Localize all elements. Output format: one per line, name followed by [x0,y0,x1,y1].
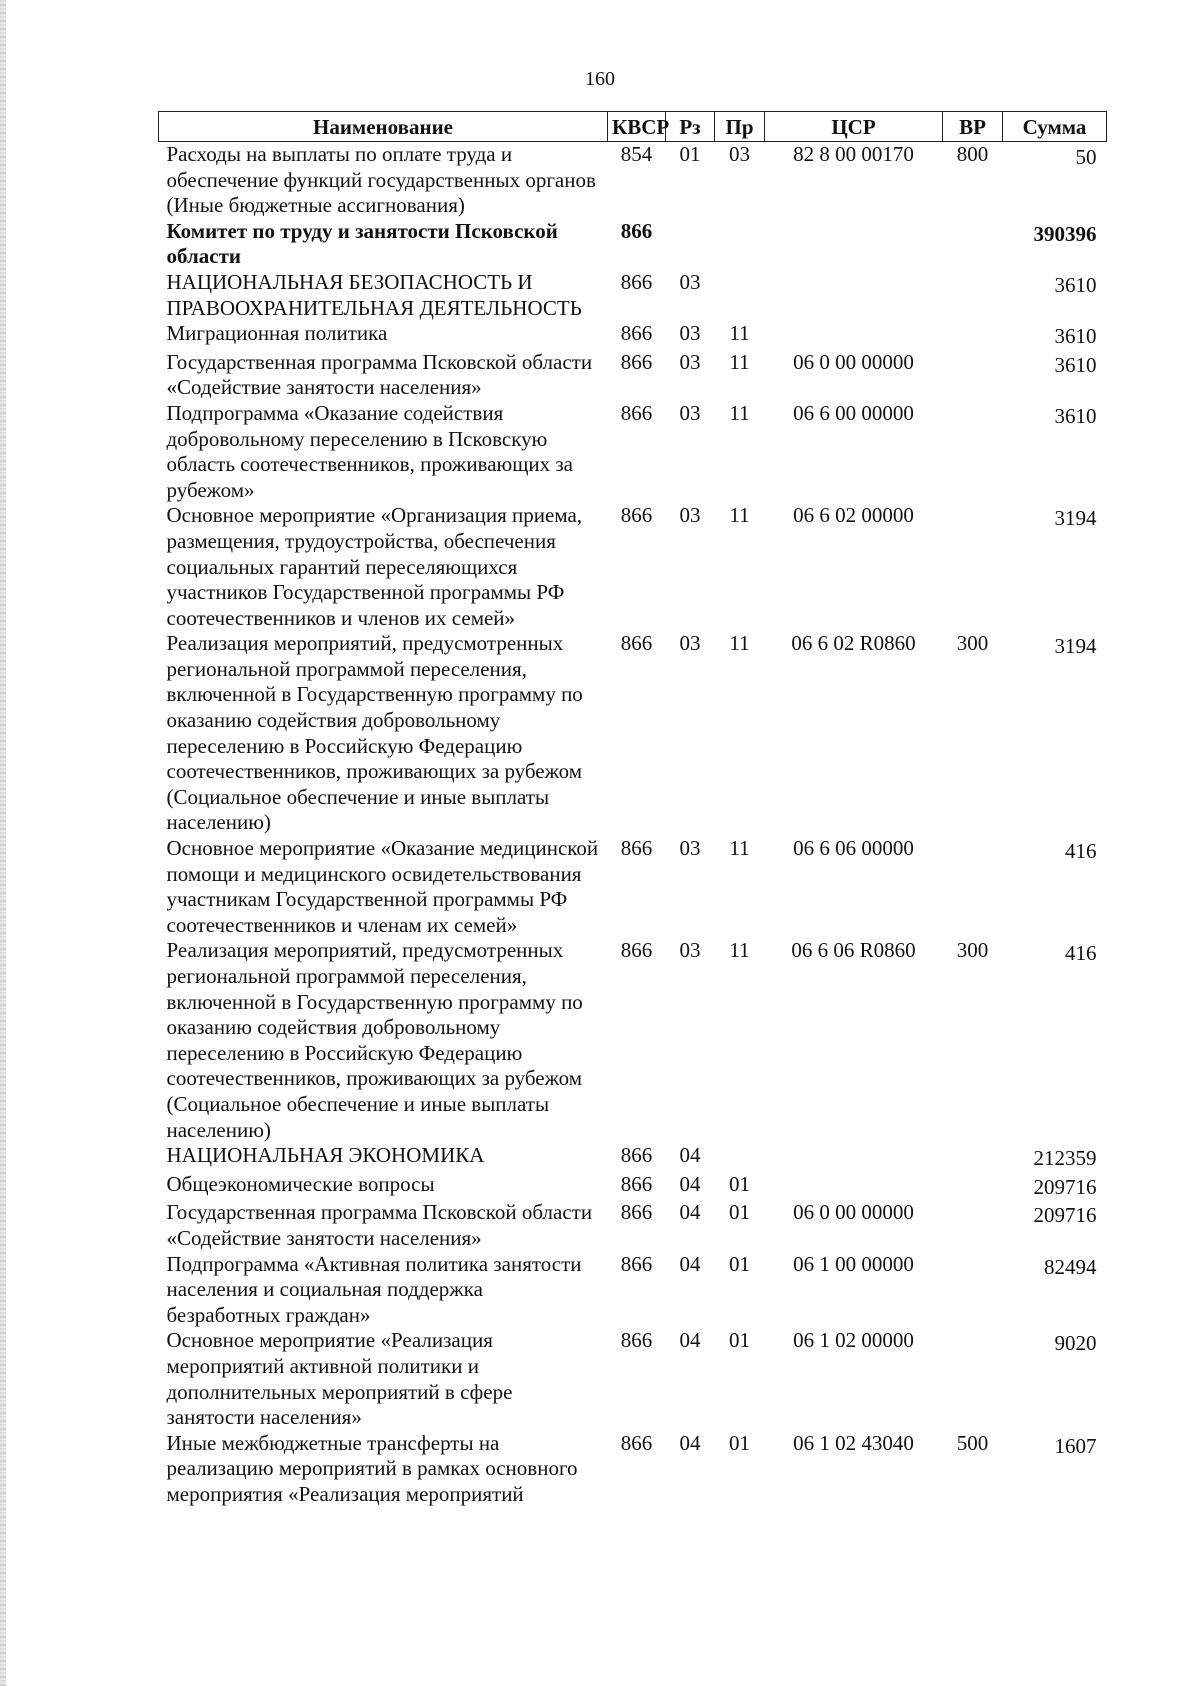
row-sum-cell [1003,219,1107,270]
row-csr-cell [765,321,943,350]
row-name-cell: Иные межбюджетные трансферты на реализацию мероприятий в рамках основного мероприятия «Реализация мероприятий [166,1430,578,1506]
row-name-cell: Реализация мероприятий, предусмотренных региональной программой переселения, включенной в Государственную программу по оказанию содействия добровольному переселению в Российскую Федерацию соотечественников, проживающих за рубежом (Социальное обеспечение и иные выплаты населению) [166,938,583,1142]
row-rz-cell: 03 [679,400,701,425]
table-row [159,1431,1107,1508]
row-sum-cell [1003,503,1107,631]
table-row [159,631,1107,836]
row-pr-cell [715,270,765,321]
row-csr-cell [765,219,943,270]
row-pr-cell: 11 [729,503,750,528]
row-name-cell: Расходы на выплаты по оплате труда и обеспечение функций государственных органов (Иные бюджетные ассигнования) [166,142,596,218]
row-pr-cell: 01 [729,1328,750,1353]
row-rz-cell: 04 [679,1251,701,1276]
row-name-cell: Основное мероприятие «Организация приема, размещения, трудоустройства, обеспечения социальных гарантий переселяющихся участников Государственной программы РФ соотечественников и членов их семей» [166,503,583,630]
row-sum-value: 416 [1065,839,1097,864]
row-kvsr-cell: 866 [620,836,653,861]
table-body [159,142,1107,1508]
row-pr-cell: 11 [729,400,750,425]
row-sum-value: 416 [1065,941,1097,966]
row-vr-cell: 800 [956,142,989,166]
header-sum: Сумма [1003,112,1107,142]
row-sum-cell [1003,270,1107,321]
row-kvsr-cell: 866 [620,321,653,346]
row-sum-value: 209716 [1033,1203,1097,1228]
header-vr: ВР [943,112,1003,142]
row-rz-cell: 04 [679,1200,701,1225]
row-pr-cell: 03 [729,142,750,166]
row-vr-cell [943,836,1003,938]
row-name-cell: Подпрограмма «Активная политика занятости населения и социальная поддержка безработных граждан» [166,1251,582,1327]
row-name-cell: Подпрограмма «Оказание содействия добровольному переселению в Псковскую область соотечественников, проживающих за рубежом» [166,400,573,502]
row-kvsr-cell: 866 [620,631,653,656]
row-sum-value: 1607 [1054,1433,1097,1458]
row-kvsr-cell: 854 [620,142,653,166]
row-pr-cell: 11 [729,321,750,346]
table-row [159,938,1107,1143]
row-name-cell: НАЦИОНАЛЬНАЯ ЭКОНОМИКА [166,1143,485,1168]
row-sum-cell [1003,142,1107,219]
row-sum-value: 3610 [1054,324,1097,349]
row-kvsr-cell: 866 [620,269,653,294]
table-row [159,219,1107,270]
header-pr: Пр [715,112,765,142]
row-sum-cell [1003,1328,1107,1430]
row-rz-cell: 03 [679,321,701,346]
row-rz-cell: 04 [679,1171,701,1196]
row-sum-value: 212359 [1033,1146,1097,1171]
row-rz-cell: 04 [679,1430,701,1455]
row-sum-value: 3610 [1054,352,1097,377]
row-vr-cell [943,1172,1003,1201]
row-csr-cell: 06 6 06 00000 [793,836,914,861]
row-rz-cell: 03 [679,269,701,294]
row-pr-cell: 01 [729,1171,750,1196]
row-kvsr-cell: 866 [620,1430,653,1455]
table-row [159,836,1107,938]
table-row [159,1143,1107,1172]
row-vr-cell [943,503,1003,631]
row-rz-cell: 03 [679,836,701,861]
table-row [159,503,1107,631]
row-sum-cell [1003,1200,1107,1251]
row-name-cell: Комитет по труду и занятости Псковской области [166,218,558,269]
row-sum-cell [1003,1143,1107,1172]
row-pr-cell: 11 [729,836,750,861]
row-vr-cell: 300 [956,938,989,963]
table-row [159,1200,1107,1251]
row-csr-cell: 06 0 00 00000 [793,1200,914,1225]
row-csr-cell: 06 1 02 43040 [793,1430,914,1455]
table-header-row [159,112,1107,142]
header-name: Наименование [159,112,608,142]
row-name-cell: Основное мероприятие «Реализация мероприятий активной политики и дополнительных мероприятий в сфере занятости населения» [166,1328,513,1430]
row-kvsr-cell: 866 [620,1200,653,1225]
table-row [159,350,1107,401]
row-sum-cell [1003,631,1107,836]
header-kvsr: КВСР [608,112,666,142]
table-row [159,1252,1107,1329]
row-sum-value: 50 [1075,145,1097,169]
row-name-cell: Миграционная политика [166,321,388,346]
row-csr-cell: 06 1 00 00000 [793,1251,914,1276]
row-rz-cell: 04 [679,1328,701,1353]
row-csr-cell [765,1143,943,1172]
row-csr-cell: 06 6 00 00000 [793,400,914,425]
row-vr-cell [943,401,1003,503]
row-csr-cell [765,270,943,321]
row-sum-cell [1003,401,1107,503]
page-number: 160 [585,68,615,90]
row-pr-cell: 11 [729,631,750,656]
header-rz: Рз [666,112,715,142]
row-vr-cell [943,1200,1003,1251]
budget-table-container [158,111,1106,1507]
row-kvsr-cell: 866 [620,1143,653,1168]
row-sum-cell [1003,836,1107,938]
row-pr-cell: 01 [729,1200,750,1225]
row-sum-cell [1003,1431,1107,1508]
row-sum-cell [1003,321,1107,350]
row-vr-cell [943,1252,1003,1329]
row-name-cell: Государственная программа Псковской области «Содействие занятости населения» [166,349,593,400]
row-kvsr-cell: 866 [620,349,653,374]
row-pr-cell: 01 [729,1430,750,1455]
row-vr-cell [943,270,1003,321]
row-sum-value: 3610 [1054,403,1097,428]
row-csr-cell [765,1172,943,1201]
row-sum-value: 390396 [1033,221,1097,246]
row-sum-value: 3610 [1054,272,1097,297]
row-pr-cell: 01 [729,1251,750,1276]
row-pr-cell [715,219,765,270]
row-kvsr-cell: 866 [620,400,653,425]
row-csr-cell: 06 1 02 00000 [793,1328,914,1353]
row-name-cell: Государственная программа Псковской области «Содействие занятости населения» [166,1200,593,1250]
row-rz-cell [666,219,715,270]
row-pr-cell: 11 [729,349,750,374]
row-sum-value: 3194 [1054,506,1097,531]
row-sum-cell [1003,938,1107,1143]
row-name-cell: Основное мероприятие «Оказание медицинской помощи и медицинского освидетельствования участникам Государственной программы РФ соотечественников и членам их семей» [166,836,599,937]
budget-table [158,111,1107,1507]
row-vr-cell [943,1328,1003,1430]
table-row [159,1328,1107,1430]
row-vr-cell [943,350,1003,401]
row-sum-value: 3194 [1054,634,1097,659]
row-kvsr-cell: 866 [620,503,653,528]
scan-edge [0,0,6,1686]
row-sum-value: 9020 [1054,1331,1097,1356]
table-row [159,1172,1107,1201]
row-name-cell: Реализация мероприятий, предусмотренных региональной программой переселения, включенной в Государственную программу по оказанию содействия добровольному переселению в Российскую Федерацию соотечественников, проживающих за рубежом (Социальное обеспечение и иные выплаты населению) [166,631,583,835]
row-kvsr-cell: 866 [620,218,653,243]
row-csr-cell: 06 6 02 00000 [793,503,914,528]
row-sum-value: 209716 [1033,1174,1097,1199]
table-row [159,321,1107,350]
row-kvsr-cell: 866 [620,1328,653,1353]
row-vr-cell: 300 [956,631,989,656]
row-vr-cell [943,219,1003,270]
row-kvsr-cell: 866 [620,938,653,963]
row-vr-cell [943,321,1003,350]
row-pr-cell: 11 [729,938,750,963]
row-sum-cell [1003,1172,1107,1201]
row-csr-cell: 82 8 00 00170 [793,142,914,166]
table-row [159,142,1107,219]
row-rz-cell: 03 [679,503,701,528]
row-csr-cell: 06 0 00 00000 [793,349,914,374]
row-sum-cell [1003,350,1107,401]
row-kvsr-cell: 866 [620,1171,653,1196]
row-rz-cell: 01 [679,142,701,166]
row-csr-cell: 06 6 06 R0860 [791,938,916,963]
table-row [159,270,1107,321]
header-csr: ЦСР [765,112,943,142]
row-rz-cell: 03 [679,631,701,656]
row-rz-cell: 04 [679,1143,701,1168]
row-name-cell: Общеэкономические вопросы [166,1171,435,1196]
row-csr-cell: 06 6 02 R0860 [791,631,916,656]
row-sum-value: 82494 [1044,1254,1097,1279]
table-row [159,401,1107,503]
row-kvsr-cell: 866 [620,1251,653,1276]
row-rz-cell: 03 [679,349,701,374]
row-vr-cell [943,1143,1003,1172]
row-pr-cell [715,1143,765,1172]
row-vr-cell: 500 [956,1430,989,1455]
row-name-cell: НАЦИОНАЛЬНАЯ БЕЗОПАСНОСТЬ И ПРАВООХРАНИТЕЛЬНАЯ ДЕЯТЕЛЬНОСТЬ [166,269,582,320]
row-rz-cell: 03 [679,938,701,963]
row-sum-cell [1003,1252,1107,1329]
